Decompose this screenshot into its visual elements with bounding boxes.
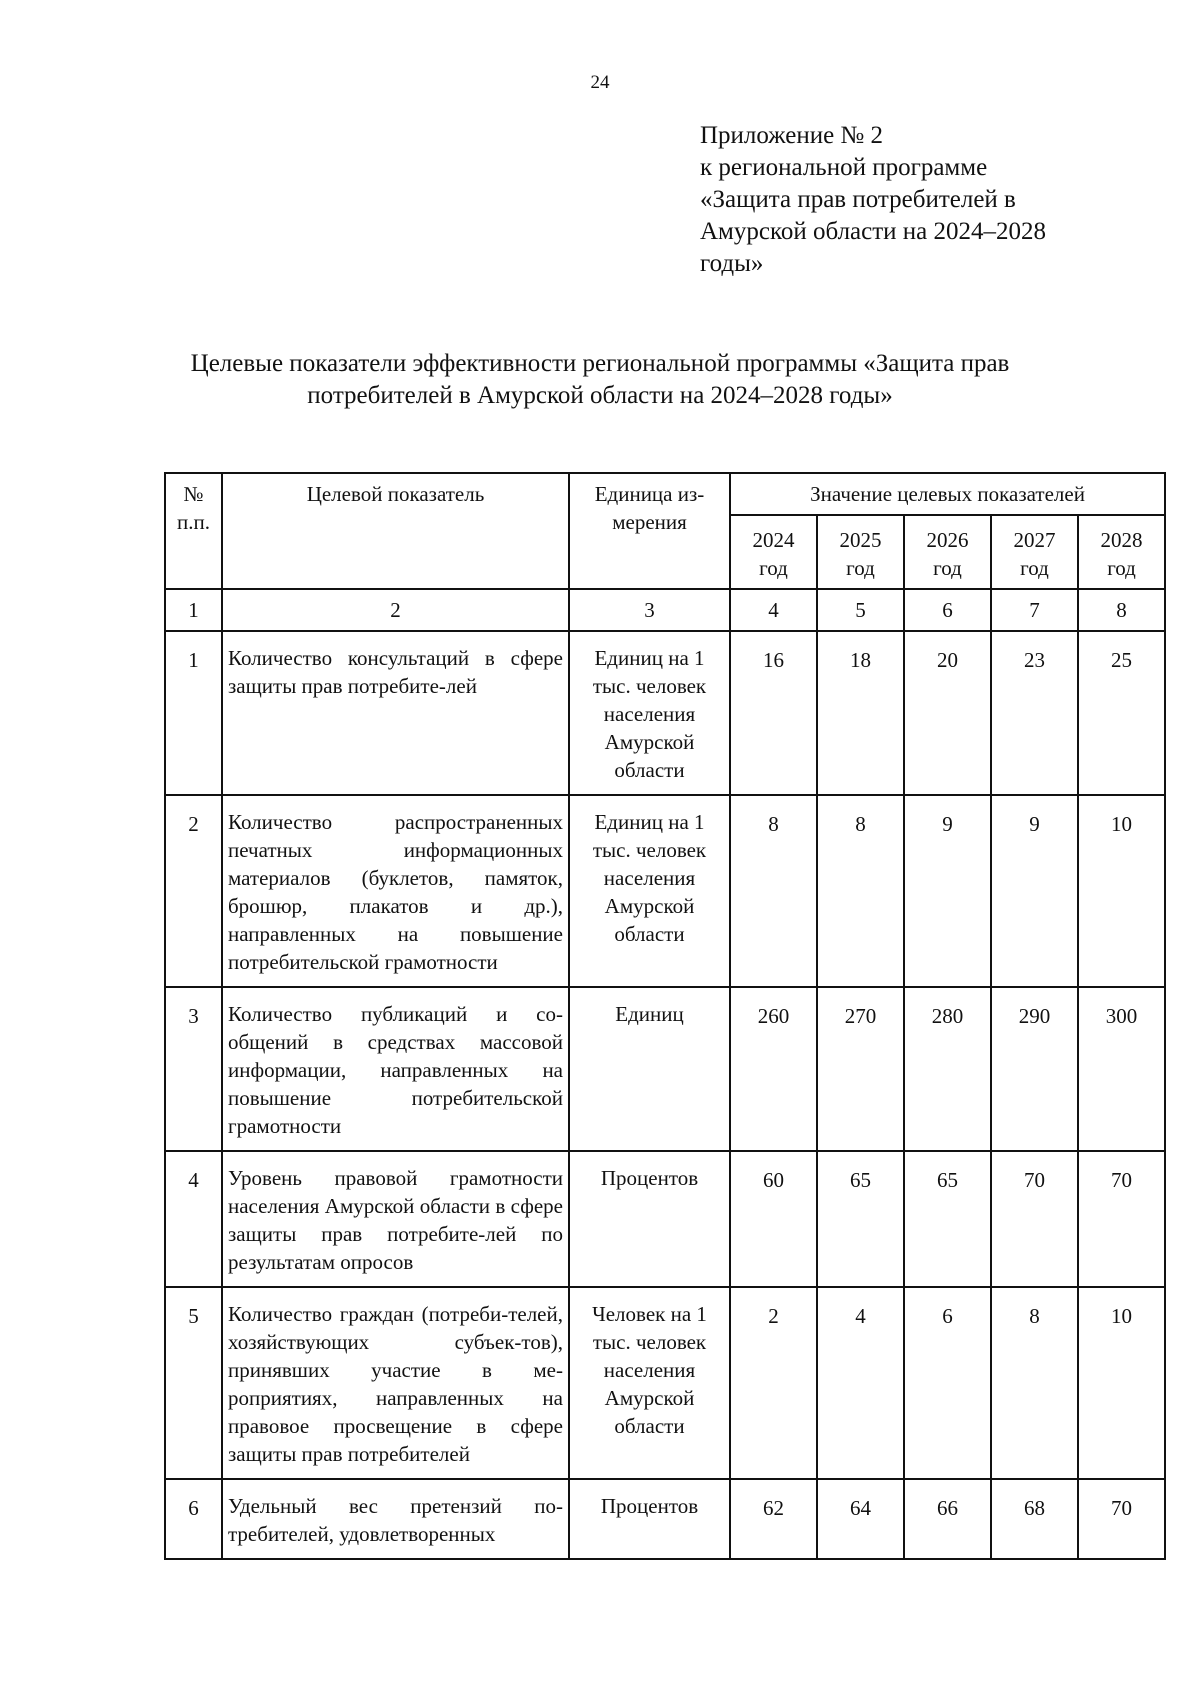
value-2027: 68 — [991, 1479, 1078, 1559]
value-2027: 9 — [991, 795, 1078, 987]
row-number: 5 — [165, 1287, 222, 1479]
value-2026: 20 — [904, 631, 991, 795]
appendix-line: к региональной программе — [700, 154, 988, 181]
value-2026: 6 — [904, 1287, 991, 1479]
value-2026: 65 — [904, 1151, 991, 1287]
appendix-reference — [700, 120, 1140, 280]
value-2024: 8 — [730, 795, 817, 987]
column-number: 6 — [904, 589, 991, 631]
value-2028: 70 — [1078, 1479, 1165, 1559]
header-year: 2028 год — [1078, 515, 1165, 589]
unit-cell: Процентов — [569, 1479, 730, 1559]
page-number: 24 — [590, 72, 610, 93]
table-row — [165, 795, 1165, 987]
column-number: 8 — [1078, 589, 1165, 631]
header-unit: Единица из-мерения — [569, 473, 730, 589]
row-number: 2 — [165, 795, 222, 987]
header-number: № п.п. — [165, 473, 222, 589]
header-year: 2027 год — [991, 515, 1078, 589]
value-2024: 60 — [730, 1151, 817, 1287]
table-row — [165, 987, 1165, 1151]
column-number: 5 — [817, 589, 904, 631]
row-number: 1 — [165, 631, 222, 795]
value-2026: 280 — [904, 987, 991, 1151]
indicator-name: Количество распространенных печатных информационных материалов (буклетов, памяток, брошюр, плакатов и др.), направленных на повышение потребительской грамотности — [222, 795, 569, 987]
indicator-name: Количество граждан (потреби-телей, хозяйствующих субъек-тов), принявших участие в ме-роприятиях, направленных на правовое просвещение в сфере защиты прав потребителей — [222, 1287, 569, 1479]
header-year: 2025 год — [817, 515, 904, 589]
column-number: 1 — [165, 589, 222, 631]
indicator-name: Удельный вес претензий по-требителей, удовлетворенных — [222, 1479, 569, 1559]
document-title — [100, 348, 1100, 412]
column-number: 3 — [569, 589, 730, 631]
unit-cell: Единиц на 1 тыс. человек населения Амурской области — [569, 795, 730, 987]
title-line-2: потребителей в Амурской области на 2024–2028 годы» — [307, 382, 893, 409]
value-2028: 300 — [1078, 987, 1165, 1151]
indicator-name: Уровень правовой грамотности населения Амурской области в сфере защиты прав потребите-лей по результатам опросов — [222, 1151, 569, 1287]
value-2024: 62 — [730, 1479, 817, 1559]
row-number: 6 — [165, 1479, 222, 1559]
value-2028: 25 — [1078, 631, 1165, 795]
appendix-line: «Защита прав потребителей в — [700, 186, 1016, 213]
column-number: 7 — [991, 589, 1078, 631]
value-2026: 9 — [904, 795, 991, 987]
table-row — [165, 1151, 1165, 1287]
indicator-name: Количество публикаций и со-общений в средствах массовой информации, направленных на повышение потребительской грамотности — [222, 987, 569, 1151]
value-2025: 8 — [817, 795, 904, 987]
column-numbers-row — [165, 589, 1165, 631]
value-2024: 260 — [730, 987, 817, 1151]
value-2027: 8 — [991, 1287, 1078, 1479]
table-row — [165, 631, 1165, 795]
table-header-row — [165, 473, 1165, 515]
table-row — [165, 1287, 1165, 1479]
appendix-line: Приложение № 2 — [700, 122, 884, 149]
indicators-table — [164, 472, 1166, 1560]
appendix-line: годы» — [700, 250, 764, 277]
header-year: 2024 год — [730, 515, 817, 589]
header-indicator: Целевой показатель — [222, 473, 569, 589]
header-values-group: Значение целевых показателей — [730, 473, 1165, 515]
value-2025: 18 — [817, 631, 904, 795]
value-2024: 16 — [730, 631, 817, 795]
value-2027: 70 — [991, 1151, 1078, 1287]
column-number: 2 — [222, 589, 569, 631]
column-number: 4 — [730, 589, 817, 631]
value-2027: 23 — [991, 631, 1078, 795]
value-2028: 10 — [1078, 1287, 1165, 1479]
indicator-name: Количество консультаций в сфере защиты прав потребите-лей — [222, 631, 569, 795]
value-2028: 10 — [1078, 795, 1165, 987]
unit-cell: Единиц — [569, 987, 730, 1151]
unit-cell: Человек на 1 тыс. человек населения Амурской области — [569, 1287, 730, 1479]
header-year: 2026 год — [904, 515, 991, 589]
unit-cell: Процентов — [569, 1151, 730, 1287]
value-2026: 66 — [904, 1479, 991, 1559]
value-2024: 2 — [730, 1287, 817, 1479]
value-2025: 4 — [817, 1287, 904, 1479]
row-number: 4 — [165, 1151, 222, 1287]
title-line-1: Целевые показатели эффективности региональной программы «Защита прав — [190, 350, 1010, 377]
value-2027: 290 — [991, 987, 1078, 1151]
appendix-line: Амурской области на 2024–2028 — [700, 218, 1047, 245]
value-2025: 270 — [817, 987, 904, 1151]
row-number: 3 — [165, 987, 222, 1151]
value-2028: 70 — [1078, 1151, 1165, 1287]
value-2025: 64 — [817, 1479, 904, 1559]
value-2025: 65 — [817, 1151, 904, 1287]
table-row — [165, 1479, 1165, 1559]
unit-cell: Единиц на 1 тыс. человек населения Амурской области — [569, 631, 730, 795]
